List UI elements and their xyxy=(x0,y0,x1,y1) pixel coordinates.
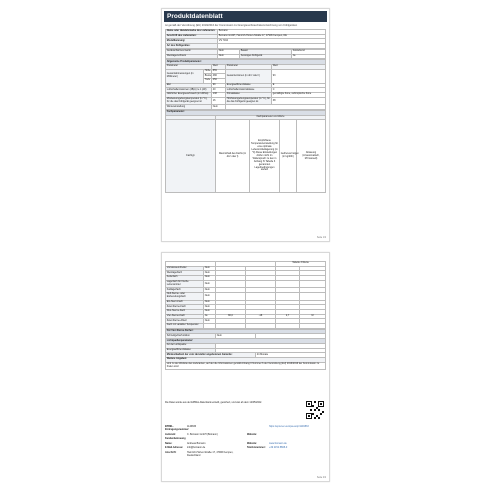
contact-row xyxy=(165,442,326,445)
compartment-value xyxy=(204,324,216,329)
datasheet-page-2 xyxy=(161,252,330,482)
type-row-value: Nein xyxy=(218,54,240,59)
dim-name: Höhe xyxy=(204,68,211,72)
param-head: Parameter xyxy=(166,64,212,69)
compartment-parameters-table xyxy=(165,110,326,193)
annual-energy-label: Jährlicher Energieverbrauch (in kWh/a) xyxy=(166,93,212,98)
type-row-label: Weinlagerschrank xyxy=(166,54,218,59)
compartment-type-label: Fachtyp xyxy=(166,120,216,193)
type-row-value: Nein xyxy=(218,49,240,54)
eprel-note: Die Datei wurde aus der EPREL-Datenbank erstellt, gesichert, und war ab dem 12/05/2022. xyxy=(165,401,263,404)
general-parameters-header: Allgemeine Produktparameter: xyxy=(166,60,326,65)
contact-link[interactable] xyxy=(269,437,326,440)
compartment-name: Zwei-Sterne-Abteil xyxy=(166,319,204,324)
compartment-value xyxy=(216,293,246,301)
compartment-value: Nein xyxy=(204,266,216,271)
param-head: Wert xyxy=(212,64,226,69)
compartment-value xyxy=(300,324,326,329)
compartment-value xyxy=(300,280,326,288)
compartment-value: Nein xyxy=(204,280,216,288)
contact-link[interactable]: www.bomann.de xyxy=(269,441,287,445)
param-head: Parameter xyxy=(226,64,272,69)
contact-label: Website: xyxy=(247,432,257,436)
compartment-row xyxy=(166,280,326,288)
compartment-values-table xyxy=(165,261,326,329)
compartment-value: Nein xyxy=(204,276,216,281)
type-row-value: freistehend xyxy=(292,49,326,54)
contact-link[interactable]: +49 2152 8808-0 xyxy=(269,446,288,450)
contact-label xyxy=(247,437,269,440)
contact-row xyxy=(165,433,326,436)
climate-class-label: Klimaklasse: xyxy=(226,93,272,98)
compartment-value xyxy=(276,280,300,288)
page-number: Seite 2/2 xyxy=(316,477,326,479)
compartment-volume-head: Rauminhalt des Fachs (in dm³ oder l) xyxy=(216,120,250,193)
appliance-type-label: Art des Kühlgerätes: xyxy=(166,44,218,49)
dim-value: 480 xyxy=(212,74,226,79)
warranty-value: 24 Monate xyxy=(256,353,326,358)
supplier-website-note: Link zu der Website des Lieferanten, auf der die Informationen gemäß Anhang II Nummer 6 der Verordnung (EU) 2019/2019 der Kommission zu finden sind: xyxy=(166,362,326,370)
compartment-value xyxy=(276,324,300,329)
min-temp-value: 16 xyxy=(212,97,226,105)
compartment-value xyxy=(216,324,246,329)
compartment-name: Kellerfach xyxy=(166,276,204,281)
compartment-name: Vier-Sterne-Fach xyxy=(166,314,204,319)
compartment-value: Nein xyxy=(204,300,216,305)
compartment-value: Nein xyxy=(204,305,216,310)
compartment-row xyxy=(166,293,326,301)
light-type-label: Art der Lichtquelle: xyxy=(166,343,216,348)
page-number: Seite 1/2 xyxy=(316,237,326,239)
annual-energy-value: 138 xyxy=(212,93,226,98)
general-parameters-table xyxy=(165,59,326,110)
contact-link[interactable]: https://eprel.ec.europa.eu/qr/1146833 xyxy=(269,425,309,428)
compartment-name: Zwei-Sterne-Fach xyxy=(166,305,204,310)
datasheet-page-1 xyxy=(161,8,330,242)
contact-value xyxy=(187,437,247,440)
contact-value: Heinrich-Horten-Straße 17, 47906 Kempen, Deutschland xyxy=(187,450,234,457)
regulation-intro: ist gemäß der Verordnung (EU) 2019/2016 der Kommission zur Energieverbrauchskennzeichnung von Kühlgeräten xyxy=(165,24,298,27)
supplier-name-value: Bomann xyxy=(218,30,326,35)
compartment-name: Drei-Sterne-Fach xyxy=(166,310,204,315)
contact-row xyxy=(165,451,326,457)
compartment-value: 2,7 xyxy=(276,314,300,319)
compartment-value: Nein xyxy=(204,288,216,293)
compartment-name: Weinlagerfach xyxy=(166,271,204,276)
compartment-name: Fach mit variabler Temperatur xyxy=(166,324,204,329)
param-head: Wert xyxy=(272,64,326,69)
compartment-value: -18 xyxy=(246,314,276,319)
contact-label: Kundenbetreuung xyxy=(165,437,186,441)
compartment-subheader: Fachparameter und Werte xyxy=(216,115,326,120)
contact-label xyxy=(247,451,269,457)
compartment-temp-head: Empfohlene Temperatureinstellung für eine optimale Lebensmittellagerung (in °C) Diese Einstellungen dürfen nicht im Widerspruch zu den in Anhang IV Tabelle 3 genannten Lagerbedingungen stehen xyxy=(250,120,280,193)
compartment-value xyxy=(216,280,246,288)
noise-class-value: C xyxy=(272,88,326,93)
contact-link[interactable] xyxy=(269,433,326,436)
model-id-value: VS 7194 xyxy=(218,39,326,44)
winter-setting-label: Wintereinstellung xyxy=(166,105,212,110)
contact-link[interactable] xyxy=(269,451,326,457)
max-temp-label: Höchstumgebungstemperatur (in °C), für die das Kühlgerät geeignet ist xyxy=(226,97,270,104)
compartment-row xyxy=(166,324,326,329)
dimensions-label: Gesamtabmessungen (in Millimeter) xyxy=(166,69,204,83)
max-temp-value: 38 xyxy=(272,97,326,105)
further-info-label: Weitere Angaben: xyxy=(166,357,326,362)
compartment-value: Nein xyxy=(204,271,216,276)
light-class-label: Energieeffizienzklasse: xyxy=(166,348,216,353)
fast-freeze-label: Schnellgefrierfunktion xyxy=(166,334,216,339)
contact-value: Andreas Bomann xyxy=(187,441,206,445)
min-temp-label: Mindestumgebungstemperatur (in °C), für die das Kühlgerät geeignet ist xyxy=(166,97,212,105)
table3-values-head: Tabelle 3 Werte xyxy=(276,262,326,267)
contact-label xyxy=(247,425,269,431)
eei-label: EEI xyxy=(166,83,212,88)
contact-label: EPREL-Eintragungsnummer: xyxy=(165,425,190,431)
compartment-name: Kaltlagerfach xyxy=(166,288,204,293)
contact-label: Lieferant: xyxy=(165,432,176,436)
compartment-value xyxy=(300,293,326,301)
compartment-value xyxy=(246,324,276,329)
dim-name: Tiefe xyxy=(204,78,211,82)
volume-label: Gesamtvolumen (in dm³ oder l) xyxy=(226,69,272,83)
contact-value: info@bomann.de xyxy=(187,446,206,450)
dim-value: 855 xyxy=(212,69,226,74)
compartment-name: Vorratsraum/Keller xyxy=(166,266,204,271)
contact-label: Name: xyxy=(165,441,173,445)
type-row-label: Bauart xyxy=(240,49,292,54)
compartment-value xyxy=(276,293,300,301)
contact-value: C. Bomann GmbH (Bomann) xyxy=(187,432,218,436)
type-table xyxy=(165,49,326,59)
winter-setting-value: Nein xyxy=(212,105,226,110)
supplier-table xyxy=(165,29,326,49)
dim-value: 450 xyxy=(212,78,226,83)
supplier-contact-block xyxy=(165,425,326,459)
type-row-value: Ja xyxy=(292,54,326,59)
compartment-value: Nein xyxy=(204,319,216,324)
dim-name: Breite xyxy=(204,73,212,77)
qr-code[interactable] xyxy=(306,401,324,419)
noise-label: Luftschallemissionen (dB(A) re 1 pW) xyxy=(166,88,212,93)
supplier-address-value: Bomann GmbH, Heinrich-Horten-Straße 17, 47906 Kempen, DE xyxy=(218,34,326,39)
supplier-address-label: Anschrift des Lieferanten: xyxy=(166,34,218,39)
compartment-value: Nein xyxy=(204,293,216,301)
compartment-parameters-header: Fachparameter: xyxy=(166,111,326,116)
compartment-name: Ein-Stern-Fach xyxy=(166,300,204,305)
appliance-type-value xyxy=(218,44,326,49)
compartment-name: Null-Sterne- oder Eisbereitungsfach xyxy=(166,293,204,301)
contact-value: 1146833 xyxy=(187,425,197,428)
contact-label: Anschrift: xyxy=(165,450,177,454)
contact-row xyxy=(165,425,326,431)
compartment-name: Lagerfach für frische Lebensmittel xyxy=(166,280,204,288)
compartment-value: Nein xyxy=(204,310,216,315)
energy-class-value: E xyxy=(272,83,326,88)
compartment-defrost-head: Abtauung (A=automatisch, M=manuell) xyxy=(297,120,326,193)
contact-label: E-Mail-Adresse: xyxy=(165,446,184,450)
four-star-table xyxy=(165,329,326,370)
contact-row xyxy=(165,446,326,449)
compartment-value: 80,0 xyxy=(216,314,246,319)
contact-label: Website: xyxy=(247,441,257,445)
compartment-value xyxy=(246,293,276,301)
light-source-header: Lichtquellenparameter: xyxy=(166,339,326,344)
four-star-header: Für Vier-Sterne-Fächer: xyxy=(166,329,326,334)
noise-value: 40 xyxy=(212,88,226,93)
contact-row xyxy=(165,437,326,440)
climate-class-value: gemäßigte Zone, subtropische Zone xyxy=(272,93,326,98)
compartment-value xyxy=(246,280,276,288)
document-title: Produktdatenblatt xyxy=(164,11,327,22)
compartment-value: Ja xyxy=(204,314,216,319)
energy-class-label: Energieeffizienzklasse xyxy=(226,83,272,88)
eei-value: 99 xyxy=(212,83,226,88)
supplier-name-label: Name oder Handelsmarke des Lieferanten: xyxy=(166,30,218,35)
noise-class-label: Luftschallemissionsklasse xyxy=(226,88,272,93)
fast-freeze-value: Nein xyxy=(216,334,256,339)
warranty-label: Mindestlaufzeit der vom Hersteller angebotenen Garantie: xyxy=(166,353,256,358)
compartment-value: M xyxy=(300,314,326,319)
volume-value: 93 xyxy=(272,69,326,83)
type-row-label: Geräuscharmes Gerät xyxy=(166,49,218,54)
model-id-label: Modellkennung: xyxy=(166,39,218,44)
compartment-freeze-head: Gefriervermögen (in kg/24h) xyxy=(280,120,297,193)
contact-label: Telefonnummer: xyxy=(247,446,266,450)
type-row-label: Sonstiges Kühlgerät xyxy=(240,54,292,59)
